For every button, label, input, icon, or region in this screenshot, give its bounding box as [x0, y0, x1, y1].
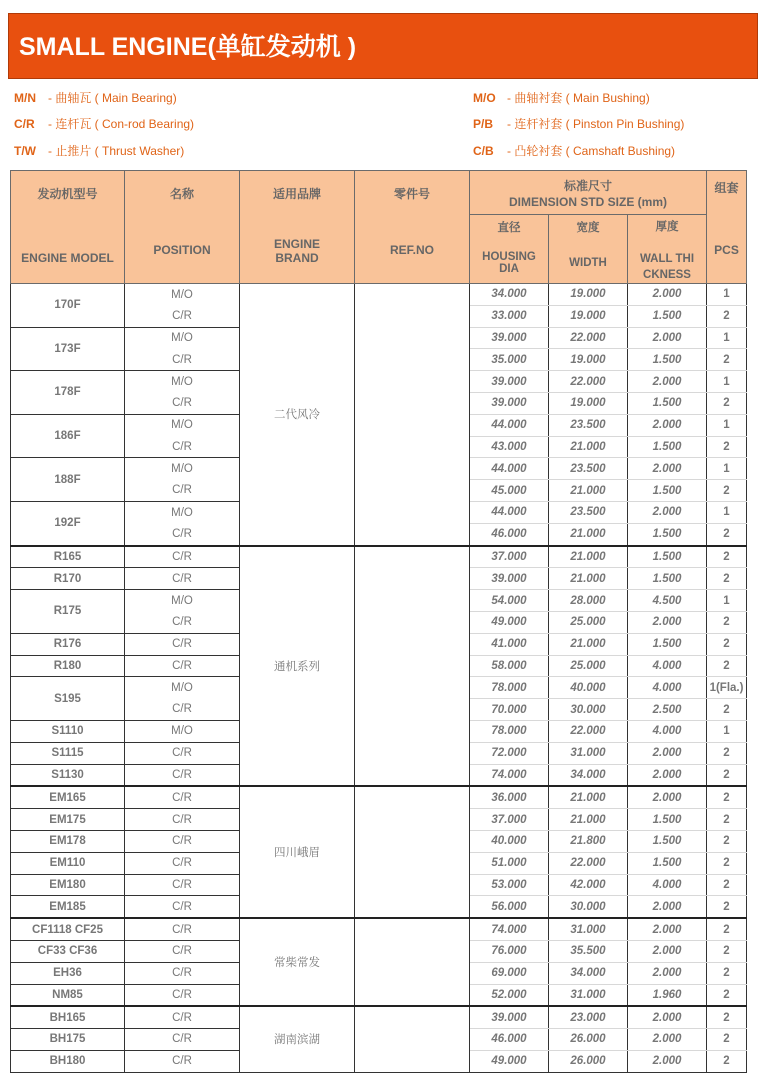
table-row	[11, 786, 747, 808]
position-cell: C/R	[125, 786, 240, 808]
engine-model-cell: EM185	[11, 896, 125, 918]
engine-model-cell: EM178	[11, 830, 125, 852]
wall-cell: 1.500	[628, 436, 707, 458]
pcs-cell: 2	[707, 940, 747, 962]
pcs-cell: 2	[707, 546, 747, 568]
width-cell: 23.500	[549, 458, 628, 480]
wall-cell: 2.000	[628, 962, 707, 984]
position-cell: C/R	[125, 633, 240, 655]
pcs-cell: 1	[707, 720, 747, 742]
position-cell: C/R	[125, 611, 240, 633]
ref-no-cell	[355, 918, 470, 1006]
pcs-cell: 2	[707, 699, 747, 721]
engine-model-cell: S1115	[11, 742, 125, 764]
wall-cell: 2.000	[628, 414, 707, 436]
pcs-cell: 1	[707, 371, 747, 393]
width-cell: 22.000	[549, 852, 628, 874]
housing-cell: 44.000	[470, 414, 549, 436]
width-cell: 31.000	[549, 984, 628, 1006]
housing-cell: 39.000	[470, 392, 549, 414]
legend-item: P/B - 连杆衬套 ( Pinston Pin Bushing)	[473, 117, 685, 131]
wall-cell: 2.000	[628, 501, 707, 523]
housing-cell: 36.000	[470, 786, 549, 808]
housing-cell: 46.000	[470, 1029, 549, 1051]
engine-model-cell: R175	[11, 590, 125, 634]
housing-cell: 58.000	[470, 655, 549, 677]
position-cell: M/O	[125, 720, 240, 742]
housing-cell: 43.000	[470, 436, 549, 458]
pcs-cell: 1	[707, 590, 747, 612]
position-cell: C/R	[125, 830, 240, 852]
width-cell: 21.000	[549, 436, 628, 458]
width-cell: 31.000	[549, 918, 628, 940]
header-position: 名称 POSITION	[125, 171, 240, 284]
housing-cell: 74.000	[470, 918, 549, 940]
pcs-cell: 2	[707, 305, 747, 327]
wall-cell: 2.500	[628, 699, 707, 721]
position-cell: C/R	[125, 962, 240, 984]
position-cell: C/R	[125, 655, 240, 677]
position-cell: C/R	[125, 1006, 240, 1028]
header-wall-thickness: 厚度 WALL THICKNESS	[639, 221, 695, 281]
position-cell: C/R	[125, 874, 240, 896]
engine-model-cell: NM85	[11, 984, 125, 1006]
position-cell: C/R	[125, 1029, 240, 1051]
engine-model-cell: S1110	[11, 720, 125, 742]
table-row	[11, 1006, 747, 1028]
width-cell: 23.000	[549, 1006, 628, 1028]
wall-cell: 1.500	[628, 568, 707, 590]
width-cell: 40.000	[549, 677, 628, 699]
width-cell: 21.000	[549, 523, 628, 545]
wall-cell: 4.000	[628, 720, 707, 742]
width-cell: 28.000	[549, 590, 628, 612]
position-cell: C/R	[125, 349, 240, 371]
width-cell: 21.000	[549, 809, 628, 831]
position-cell: C/R	[125, 918, 240, 940]
housing-cell: 70.000	[470, 699, 549, 721]
engine-model-cell: R165	[11, 546, 125, 568]
housing-cell: 44.000	[470, 501, 549, 523]
position-cell: C/R	[125, 1050, 240, 1072]
housing-cell: 56.000	[470, 896, 549, 918]
width-cell: 26.000	[549, 1029, 628, 1051]
engine-model-cell: EM165	[11, 786, 125, 808]
position-cell: M/O	[125, 327, 240, 349]
engine-brand-cell: 二代风冷	[240, 284, 355, 546]
width-cell: 22.000	[549, 720, 628, 742]
width-cell: 30.000	[549, 896, 628, 918]
pcs-cell: 2	[707, 655, 747, 677]
header-dimension: 标准尺寸 DIMENSION STD SIZE (mm) 直径 HOUSING DIA 宽度 WIDTH 厚度 WALL THICKNESS	[470, 171, 707, 284]
wall-cell: 2.000	[628, 371, 707, 393]
position-cell: M/O	[125, 590, 240, 612]
header-ref-no: 零件号 REF.NO	[355, 171, 470, 284]
width-cell: 23.500	[549, 501, 628, 523]
pcs-cell: 2	[707, 392, 747, 414]
housing-cell: 35.000	[470, 349, 549, 371]
engine-model-cell: EH36	[11, 962, 125, 984]
position-cell: C/R	[125, 305, 240, 327]
position-cell: C/R	[125, 546, 240, 568]
housing-cell: 78.000	[470, 677, 549, 699]
table-row	[11, 284, 747, 306]
width-cell: 21.000	[549, 480, 628, 502]
width-cell: 22.000	[549, 371, 628, 393]
housing-cell: 46.000	[470, 523, 549, 545]
position-cell: C/R	[125, 568, 240, 590]
header-engine-brand: 适用品牌 ENGINE BRAND	[240, 171, 355, 284]
housing-cell: 53.000	[470, 874, 549, 896]
wall-cell: 2.000	[628, 742, 707, 764]
pcs-cell: 2	[707, 786, 747, 808]
housing-cell: 44.000	[470, 458, 549, 480]
width-cell: 19.000	[549, 305, 628, 327]
wall-cell: 2.000	[628, 786, 707, 808]
position-cell: M/O	[125, 371, 240, 393]
housing-cell: 72.000	[470, 742, 549, 764]
header-width: 宽度 WIDTH	[549, 215, 628, 283]
housing-cell: 78.000	[470, 720, 549, 742]
width-cell: 22.000	[549, 327, 628, 349]
housing-cell: 39.000	[470, 371, 549, 393]
position-cell: C/R	[125, 523, 240, 545]
housing-cell: 39.000	[470, 1006, 549, 1028]
title-banner	[8, 13, 758, 79]
wall-cell: 4.000	[628, 677, 707, 699]
wall-cell: 1.500	[628, 349, 707, 371]
engine-model-cell: 192F	[11, 501, 125, 545]
engine-model-cell: CF1118 CF25	[11, 918, 125, 940]
housing-cell: 74.000	[470, 764, 549, 786]
pcs-cell: 2	[707, 633, 747, 655]
header-engine-model: 发动机型号 ENGINE MODEL	[11, 171, 125, 284]
width-cell: 42.000	[549, 874, 628, 896]
engine-model-cell: S1130	[11, 764, 125, 786]
table-row	[11, 918, 747, 940]
wall-cell: 1.500	[628, 809, 707, 831]
pcs-cell: 2	[707, 1029, 747, 1051]
pcs-cell: 2	[707, 852, 747, 874]
pcs-cell: 2	[707, 611, 747, 633]
wall-cell: 1.500	[628, 523, 707, 545]
engine-model-cell: BH180	[11, 1050, 125, 1072]
pcs-cell: 2	[707, 896, 747, 918]
housing-cell: 69.000	[470, 962, 549, 984]
width-cell: 21.000	[549, 786, 628, 808]
position-cell: M/O	[125, 677, 240, 699]
engine-model-cell: 170F	[11, 284, 125, 328]
engine-brand-cell: 常柴常发	[240, 918, 355, 1006]
housing-cell: 39.000	[470, 327, 549, 349]
pcs-cell: 2	[707, 874, 747, 896]
width-cell: 34.000	[549, 764, 628, 786]
wall-cell: 2.000	[628, 327, 707, 349]
width-cell: 19.000	[549, 284, 628, 306]
engine-model-cell: R176	[11, 633, 125, 655]
engine-model-cell: BH165	[11, 1006, 125, 1028]
wall-cell: 2.000	[628, 1050, 707, 1072]
wall-cell: 4.500	[628, 590, 707, 612]
pcs-cell: 2	[707, 962, 747, 984]
wall-cell: 1.500	[628, 830, 707, 852]
housing-cell: 34.000	[470, 284, 549, 306]
engine-model-cell: R170	[11, 568, 125, 590]
position-cell: C/R	[125, 699, 240, 721]
position-cell: M/O	[125, 501, 240, 523]
legend-item: M/O - 曲轴衬套 ( Main Bushing)	[473, 91, 650, 105]
engine-model-cell: 173F	[11, 327, 125, 371]
housing-cell: 54.000	[470, 590, 549, 612]
legend-item: C/B - 凸轮衬套 ( Camshaft Bushing)	[473, 144, 676, 158]
header-pcs: 组套 PCS	[707, 171, 747, 284]
engine-model-cell: CF33 CF36	[11, 940, 125, 962]
wall-cell: 2.000	[628, 896, 707, 918]
pcs-cell: 2	[707, 1006, 747, 1028]
position-cell: C/R	[125, 392, 240, 414]
ref-no-cell	[355, 284, 470, 546]
pcs-cell: 2	[707, 1050, 747, 1072]
ref-no-cell	[355, 786, 470, 918]
position-cell: C/R	[125, 984, 240, 1006]
wall-cell: 1.500	[628, 633, 707, 655]
wall-cell: 2.000	[628, 458, 707, 480]
wall-cell: 2.000	[628, 764, 707, 786]
position-cell: M/O	[125, 414, 240, 436]
housing-cell: 40.000	[470, 830, 549, 852]
housing-cell: 45.000	[470, 480, 549, 502]
housing-cell: 49.000	[470, 611, 549, 633]
engine-spec-table	[10, 170, 747, 1073]
position-cell: M/O	[125, 458, 240, 480]
wall-cell: 4.000	[628, 655, 707, 677]
page-title: SMALL ENGINE(单缸发动机 )	[19, 33, 357, 61]
width-cell: 30.000	[549, 699, 628, 721]
position-cell: C/R	[125, 852, 240, 874]
legend-item: T/W - 止推片 ( Thrust Washer)	[14, 144, 185, 158]
engine-model-cell: 186F	[11, 414, 125, 458]
wall-cell: 1.500	[628, 480, 707, 502]
wall-cell: 1.500	[628, 852, 707, 874]
width-cell: 21.000	[549, 546, 628, 568]
pcs-cell: 2	[707, 918, 747, 940]
wall-cell: 1.500	[628, 305, 707, 327]
housing-cell: 51.000	[470, 852, 549, 874]
housing-cell: 33.000	[470, 305, 549, 327]
wall-cell: 2.000	[628, 611, 707, 633]
pcs-cell: 2	[707, 809, 747, 831]
table-body	[11, 284, 747, 1073]
wall-cell: 1.960	[628, 984, 707, 1006]
position-cell: C/R	[125, 436, 240, 458]
engine-brand-cell: 四川峨眉	[240, 786, 355, 918]
engine-model-cell: EM180	[11, 874, 125, 896]
position-cell: C/R	[125, 742, 240, 764]
engine-model-cell: EM175	[11, 809, 125, 831]
engine-model-cell: S195	[11, 677, 125, 721]
position-cell: C/R	[125, 896, 240, 918]
pcs-cell: 2	[707, 830, 747, 852]
engine-model-cell: 178F	[11, 371, 125, 415]
housing-cell: 37.000	[470, 809, 549, 831]
position-cell: C/R	[125, 809, 240, 831]
ref-no-cell	[355, 546, 470, 787]
legend-item: C/R - 连杆瓦 ( Con-rod Bearing)	[14, 117, 195, 131]
ref-no-cell	[355, 1006, 470, 1072]
housing-cell: 41.000	[470, 633, 549, 655]
header-housing-dia: 直径 HOUSING DIA	[470, 215, 549, 283]
width-cell: 23.500	[549, 414, 628, 436]
position-cell: C/R	[125, 764, 240, 786]
pcs-cell: 2	[707, 480, 747, 502]
housing-cell: 52.000	[470, 984, 549, 1006]
position-cell: C/R	[125, 480, 240, 502]
width-cell: 34.000	[549, 962, 628, 984]
engine-model-cell: R180	[11, 655, 125, 677]
engine-brand-cell: 通机系列	[240, 546, 355, 787]
pcs-cell: 2	[707, 764, 747, 786]
position-cell: C/R	[125, 940, 240, 962]
wall-cell: 1.500	[628, 546, 707, 568]
wall-cell: 2.000	[628, 918, 707, 940]
pcs-cell: 2	[707, 349, 747, 371]
width-cell: 25.000	[549, 611, 628, 633]
width-cell: 21.000	[549, 633, 628, 655]
engine-model-cell: EM110	[11, 852, 125, 874]
pcs-cell: 1	[707, 501, 747, 523]
housing-cell: 49.000	[470, 1050, 549, 1072]
width-cell: 21.000	[549, 568, 628, 590]
wall-cell: 4.000	[628, 874, 707, 896]
width-cell: 19.000	[549, 392, 628, 414]
table-row	[11, 546, 747, 568]
wall-cell: 1.500	[628, 392, 707, 414]
pcs-cell: 1	[707, 458, 747, 480]
pcs-cell: 2	[707, 523, 747, 545]
pcs-cell: 1(Fla.)	[707, 677, 747, 699]
housing-cell: 39.000	[470, 568, 549, 590]
engine-brand-cell: 湖南滨湖	[240, 1006, 355, 1072]
housing-cell: 76.000	[470, 940, 549, 962]
engine-model-cell: 188F	[11, 458, 125, 502]
engine-model-cell: BH175	[11, 1029, 125, 1051]
wall-cell: 2.000	[628, 1029, 707, 1051]
pcs-cell: 2	[707, 436, 747, 458]
pcs-cell: 1	[707, 414, 747, 436]
pcs-cell: 2	[707, 742, 747, 764]
width-cell: 25.000	[549, 655, 628, 677]
housing-cell: 37.000	[470, 546, 549, 568]
wall-cell: 2.000	[628, 1006, 707, 1028]
pcs-cell: 2	[707, 568, 747, 590]
width-cell: 35.500	[549, 940, 628, 962]
legend-item: M/N - 曲轴瓦 ( Main Bearing)	[14, 91, 177, 105]
pcs-cell: 1	[707, 284, 747, 306]
width-cell: 26.000	[549, 1050, 628, 1072]
wall-cell: 2.000	[628, 284, 707, 306]
pcs-cell: 1	[707, 327, 747, 349]
width-cell: 21.800	[549, 830, 628, 852]
position-cell: M/O	[125, 284, 240, 306]
wall-cell: 2.000	[628, 940, 707, 962]
width-cell: 31.000	[549, 742, 628, 764]
pcs-cell: 2	[707, 984, 747, 1006]
width-cell: 19.000	[549, 349, 628, 371]
